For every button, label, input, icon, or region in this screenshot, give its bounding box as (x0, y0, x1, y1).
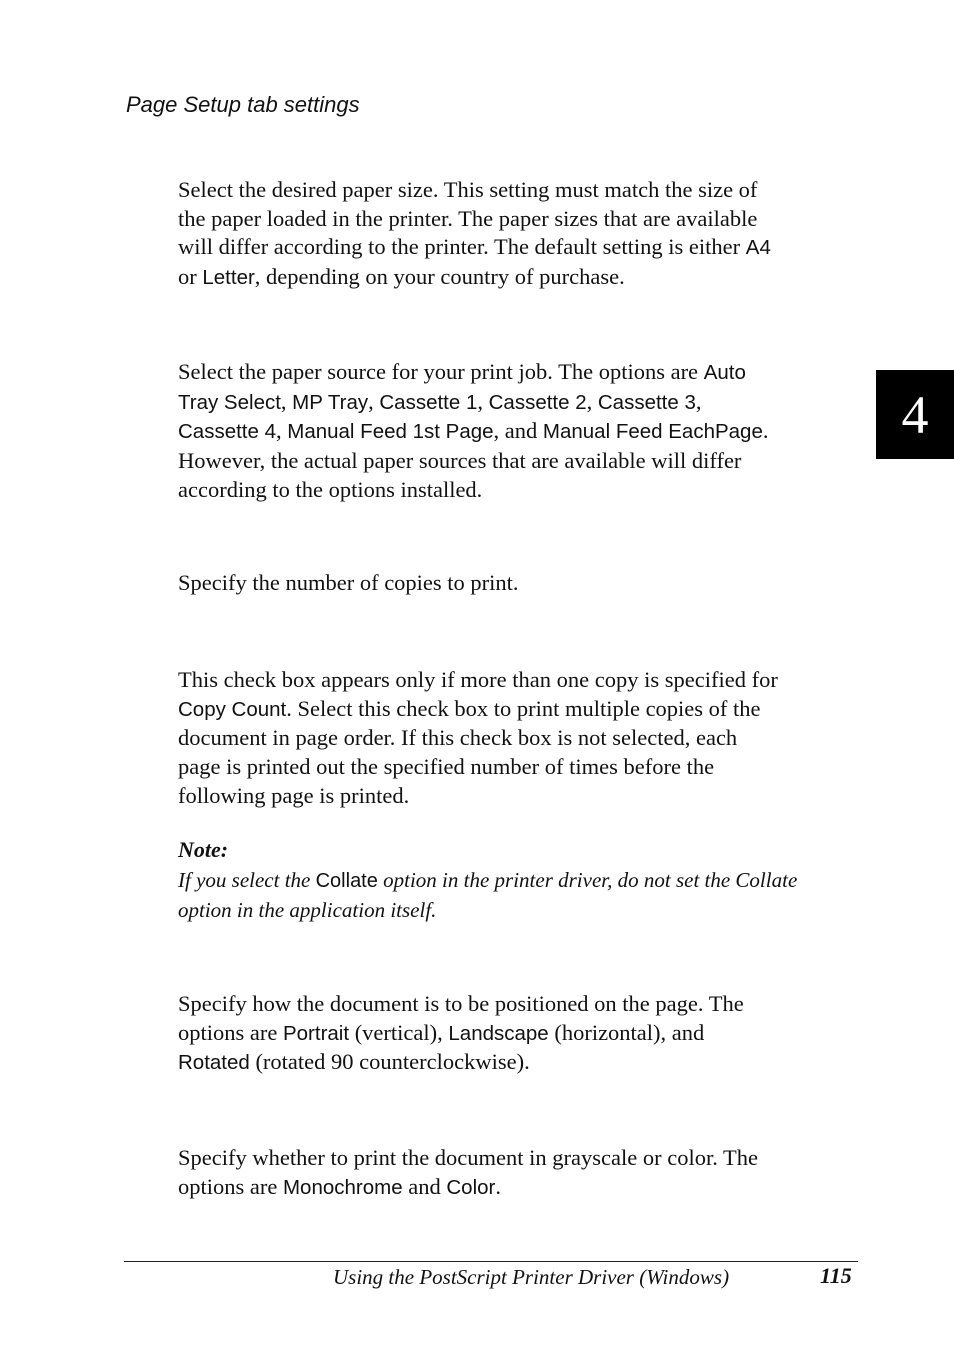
text: , depending on your country of purchase. (254, 264, 625, 290)
text: . (495, 1173, 501, 1199)
text-line: Select the desired paper size. This setting must match the size of (178, 177, 758, 202)
text-line (178, 263, 858, 293)
option-term: Letter (202, 266, 255, 290)
text: . Select this check box to print multiple copies of the (286, 695, 761, 721)
option-term: Color (446, 1175, 496, 1199)
option-term: Cassette 2 (488, 390, 587, 414)
text: (vertical), (349, 1019, 449, 1045)
text: , (695, 388, 702, 414)
option-term: Collate (315, 870, 378, 892)
paper-source-description (178, 358, 858, 505)
option-term: Monochrome (282, 1175, 403, 1199)
text-line: document in page order. If this check box is not selected, each (178, 725, 738, 751)
text-line (178, 1019, 858, 1049)
text: . (762, 418, 769, 444)
page-number: 115 (820, 1263, 852, 1288)
text: will differ according to the printer. The default setting is either (178, 234, 746, 260)
text-line: Specify the number of copies to print. (178, 570, 519, 595)
option-term: Auto (703, 361, 746, 384)
text: , (280, 388, 293, 414)
text: , and (493, 418, 543, 444)
text: (rotated 90 counterclockwise). (249, 1049, 530, 1075)
text-line (178, 866, 868, 896)
text: and (402, 1173, 447, 1199)
note-label: Note: (178, 837, 229, 862)
collate-description (178, 666, 858, 811)
option-term: Cassette 4 (178, 420, 276, 444)
text-line (178, 388, 858, 418)
text: If you select the (178, 868, 316, 892)
footer-chapter-title: Using the PostScript Printer Driver (Windows) (333, 1265, 730, 1289)
option-term: MP Tray (292, 390, 369, 414)
text-line: following page is printed. (178, 782, 410, 808)
option-term: Tray Select (178, 390, 281, 414)
text-line (178, 358, 858, 388)
orientation-description (178, 990, 858, 1078)
option-term: Copy Count (178, 697, 287, 721)
option-term: Rotated (178, 1051, 250, 1075)
text-line (178, 417, 858, 447)
option-term: Manual Feed EachPage (542, 420, 763, 444)
option-term: Cassette 1 (379, 390, 478, 414)
footer-divider (124, 1261, 858, 1262)
text: , (586, 388, 598, 414)
option-term: A4 (745, 236, 771, 260)
text-line: Specify how the document is to be positioned on the page. The (178, 991, 744, 1016)
option-term: Portrait (282, 1021, 350, 1045)
section-title: Page Setup tab settings (126, 92, 360, 117)
text-line (178, 1173, 858, 1203)
text: (horizontal), and (548, 1019, 705, 1045)
text: , (477, 388, 489, 414)
text: Select the paper source for your print job. The options are (178, 359, 704, 384)
text-line: This check box appears only if more than one copy is specified for (178, 667, 778, 692)
paper-size-description (178, 176, 858, 293)
text-line (178, 233, 858, 263)
text-line: according to the options installed. (178, 476, 483, 502)
text: option in the printer driver, do not set the Collate (377, 868, 798, 892)
color-description (178, 1144, 858, 1202)
text: options are (178, 1173, 283, 1199)
option-term: Landscape (448, 1021, 549, 1045)
text-line: the paper loaded in the printer. The paper sizes that are available (178, 205, 758, 231)
text-line (178, 695, 858, 725)
text: or (178, 264, 203, 290)
text-line: option in the application itself. (178, 897, 437, 922)
option-term: Cassette 3 (597, 390, 696, 414)
note-text (178, 866, 868, 924)
text: , (368, 388, 380, 414)
text-line: However, the actual paper sources that are available will differ (178, 448, 742, 474)
text-line (178, 1048, 858, 1078)
text-line: Specify whether to print the document in grayscale or color. The (178, 1145, 759, 1170)
text-line: page is printed out the specified number of times before the (178, 754, 715, 780)
text: options are (178, 1019, 283, 1045)
text: , (276, 418, 288, 444)
option-term: Manual Feed 1st Page (287, 420, 494, 444)
chapter-tab-marker: 4 (876, 370, 954, 459)
copy-count-description (178, 569, 858, 598)
